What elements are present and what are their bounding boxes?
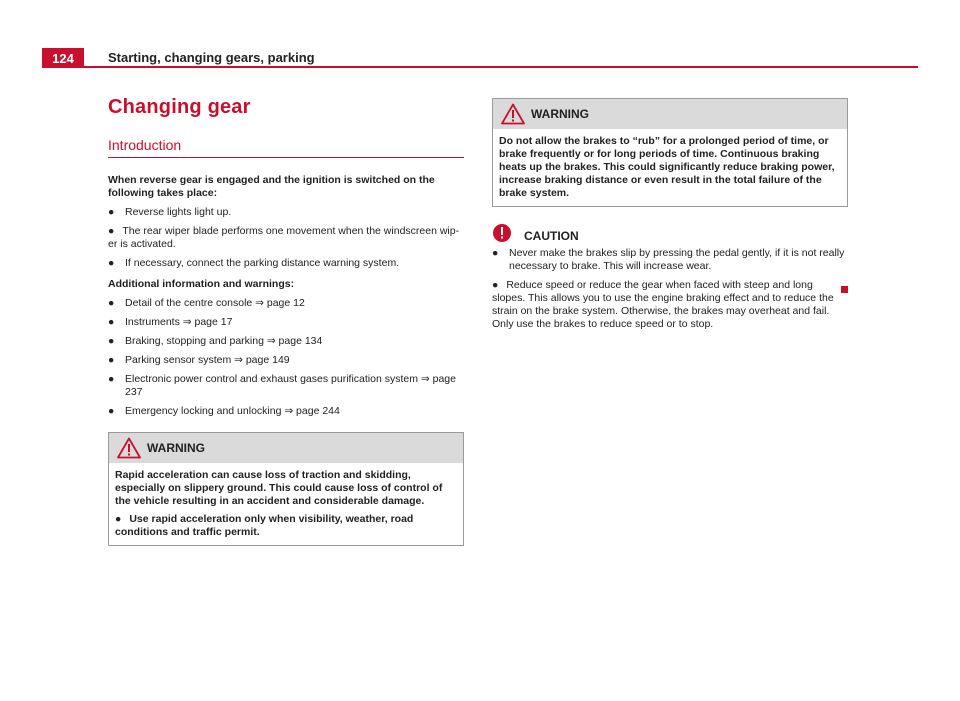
section-title: Starting, changing gears, parking xyxy=(108,50,315,65)
bullet-dot: ● xyxy=(108,405,115,417)
bullet-dot: ● xyxy=(108,297,115,309)
warning-text: Rapid acceleration can cause loss of traction and skidding, especially on slippery ground. This could cause loss of control of the vehicle resulting in an accident and considerable damage. xyxy=(115,469,443,507)
bullet-dot: ● xyxy=(108,354,115,366)
warning-bullet: ● Use rapid acceleration only when visibility, weather, road conditions and traffic permit. xyxy=(115,513,414,538)
section-end-marker xyxy=(841,286,848,293)
list-item: ● Detail of the centre console ⇒ page 12 xyxy=(108,297,305,309)
bullet-dot: ● xyxy=(108,316,115,328)
warning-body xyxy=(493,129,847,206)
right-column xyxy=(492,98,848,331)
list-item: ● The rear wiper blade performs one movement when the windscreen wip-er is activated. xyxy=(108,225,460,250)
bullet-dot: ● xyxy=(492,247,499,259)
list-item: ● Electronic power control and exhaust gases purification system ⇒ page 237 xyxy=(108,373,456,398)
additional-info-heading: Additional information and warnings: xyxy=(108,278,295,290)
caution-header xyxy=(492,223,848,243)
bullet-dot: ● xyxy=(492,279,499,291)
caution-label: CAUTION xyxy=(524,229,579,243)
list-item: ● Emergency locking and unlocking ⇒ page 244 xyxy=(108,405,340,417)
list-item: ● Reduce speed or reduce the gear when faced with steep and long slopes. This allows you to use the engine braking effect and to reduce the strain on the brake system. Otherwise, the brakes may overheat and fail. Only use the brakes to reduce speed or to stop. xyxy=(492,279,834,330)
section-subtitle: Introduction xyxy=(108,137,464,158)
list-item: ● Never make the brakes slip by pressing the pedal gently, if it is not really necessary to brake. This will increase wear. xyxy=(492,247,845,272)
caution-exclamation-icon xyxy=(492,223,512,243)
warning-body xyxy=(109,463,463,545)
warning-text: Do not allow the brakes to “rub” for a prolonged period of time, or brake frequently or for long periods of time. Continuous braking heats up the brakes. This could significantly reduce braking power, increase braking distance or even result in the total failure of the brake system. xyxy=(499,135,835,199)
bullet-dot: ● xyxy=(108,206,115,218)
list-item: ● If necessary, connect the parking distance warning system. xyxy=(108,257,400,269)
left-column xyxy=(108,96,464,546)
warning-triangle-icon xyxy=(117,437,141,459)
bullet-dot: ● xyxy=(108,373,115,385)
warning-header xyxy=(109,433,463,463)
warning-box xyxy=(108,432,464,546)
bullet-dot: ● xyxy=(108,257,115,269)
warning-label: WARNING xyxy=(531,107,589,121)
warning-triangle-icon xyxy=(501,103,525,125)
list-item: ● Instruments ⇒ page 17 xyxy=(108,316,233,328)
warning-box xyxy=(492,98,848,207)
warning-header xyxy=(493,99,847,129)
warning-label: WARNING xyxy=(147,441,205,455)
list-item: ● Reverse lights light up. xyxy=(108,206,232,218)
page-title: Changing gear xyxy=(108,96,251,118)
bullet-dot: ● xyxy=(108,225,115,237)
page-number: 124 xyxy=(42,48,84,68)
list-item: ● Parking sensor system ⇒ page 149 xyxy=(108,354,290,366)
bullet-dot: ● xyxy=(115,513,122,525)
intro-text: When reverse gear is engaged and the ignition is switched on the following takes place: xyxy=(108,174,435,199)
header-rule xyxy=(42,66,918,68)
list-item: ● Braking, stopping and parking ⇒ page 134 xyxy=(108,335,323,347)
bullet-dot: ● xyxy=(108,335,115,347)
